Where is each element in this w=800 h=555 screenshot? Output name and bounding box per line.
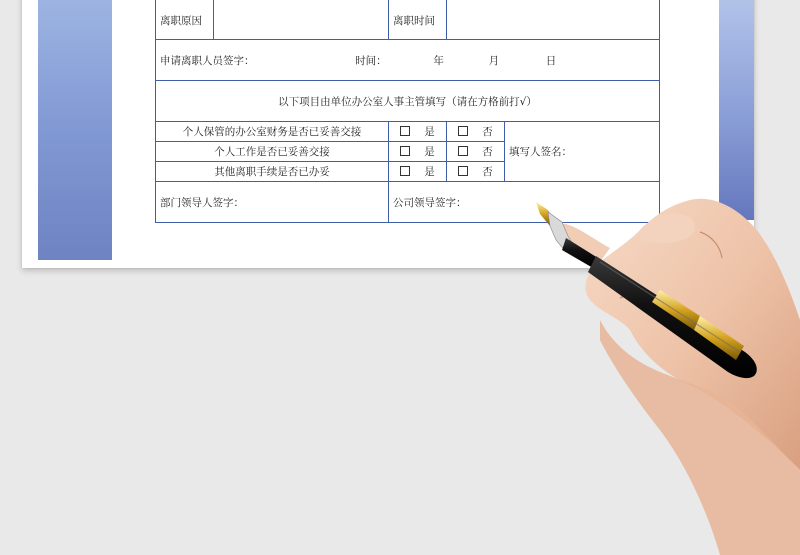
company-leader-sign-label: 公司领导签字： <box>393 196 467 209</box>
date-month-label: 月 <box>488 54 500 67</box>
no-label: 否 <box>482 146 493 158</box>
date-day-label: 日 <box>545 54 557 67</box>
reason-label: 离职原因 <box>156 0 214 40</box>
yes-label: 是 <box>424 166 435 178</box>
no-label: 否 <box>482 166 493 178</box>
yes-label: 是 <box>424 126 435 138</box>
time-label: 离职时间 <box>389 0 447 40</box>
hand <box>554 199 800 555</box>
yes-label: 是 <box>424 146 435 158</box>
date-time-label: 时间： <box>355 54 387 67</box>
filler-sign-label: 填写人签名： <box>509 146 572 158</box>
item-question-1: 个人保管的办公室财务是否已妥善交接 <box>156 122 389 142</box>
item-question-3: 其他离职手续是否已办妥 <box>156 162 389 182</box>
dept-leader-sign-label: 部门领导人签字： <box>160 196 244 209</box>
section-header: 以下项目由单位办公室人事主管填写（请在方格前打√） <box>156 81 660 122</box>
date-year-label: 年 <box>433 54 444 67</box>
no-label: 否 <box>482 126 493 138</box>
applicant-sign-label: 申请离职人员签字： <box>160 54 255 67</box>
item-question-2: 个人工作是否已妥善交接 <box>156 142 389 162</box>
